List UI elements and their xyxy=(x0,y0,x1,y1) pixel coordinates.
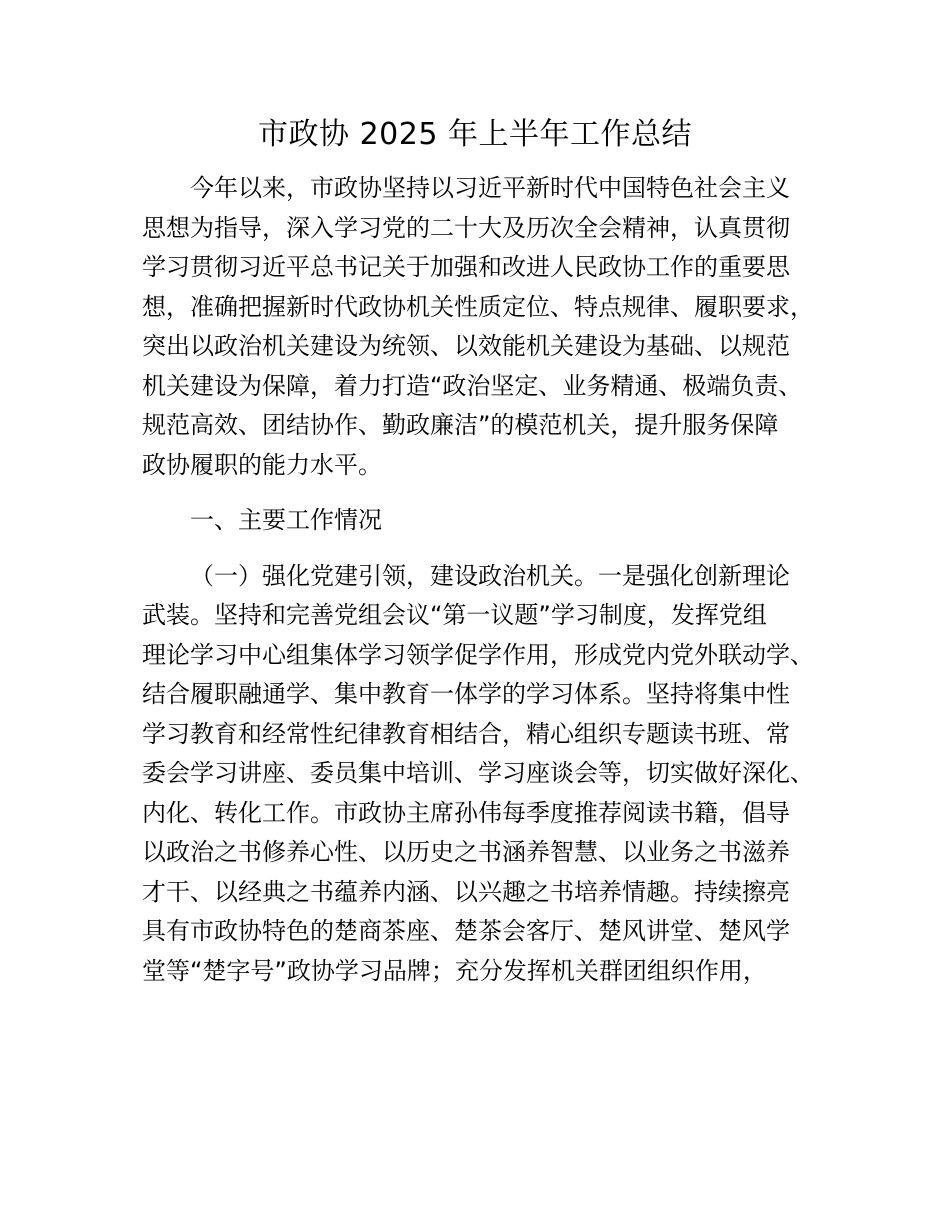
intro-line: 今年以来，市政协坚持以习近平新时代中国特色社会主义 xyxy=(190,174,790,202)
section1-line: 武装。坚持和完善党组会议“第一议题”学习制度，发挥党组 xyxy=(142,601,767,629)
section1-line: 才干、以经典之书蕴养内涵、以兴趣之书培养情趣。持续擦亮 xyxy=(142,877,790,906)
paragraph-gap xyxy=(142,541,842,557)
intro-paragraph xyxy=(142,169,842,485)
document-body xyxy=(142,169,842,991)
intro-line: 思想为指导，深入学习党的二十大及历次全会精神，认真贯彻 xyxy=(142,213,790,242)
section1-paragraph xyxy=(142,557,842,992)
document-title: 市政协 2025 年上半年工作总结 xyxy=(258,117,692,152)
section1-line: 具有市政协特色的楚商茶座、楚茶会客厅、楚风讲堂、楚风学 xyxy=(142,917,790,945)
intro-line: 规范高效、团结协作、勤政廉洁”的模范机关，提升服务保障 xyxy=(142,411,779,439)
section1-line: 内化、转化工作。市政协主席孙伟每季度推荐阅读书籍，倡导 xyxy=(142,798,790,827)
section1-line: 理论学习中心组集体学习领学促学作用，形成党内党外联动学、 xyxy=(142,640,814,669)
section1-line: 学习教育和经常性纪律教育相结合，精心组织专题读书班、常 xyxy=(142,719,790,748)
section1-line: （一）强化党建引领，建设政治机关。一是强化创新理论 xyxy=(190,561,790,590)
intro-line: 学习贯彻习近平总书记关于加强和改进人民政协工作的重要思 xyxy=(142,253,790,281)
section1-line: 委会学习讲座、委员集中培训、学习座谈会等，切实做好深化、 xyxy=(142,759,814,787)
section-heading: 一、主要工作情况 xyxy=(190,506,382,534)
intro-line: 想，准确把握新时代政协机关性质定位、特点规律、履职要求， xyxy=(142,292,814,321)
section1-line: 堂等“楚字号”政协学习品牌；充分发挥机关群团组织作用， xyxy=(142,956,767,985)
section1-line: 以政治之书修养心性、以历史之书涵养智慧、以业务之书滋养 xyxy=(142,838,790,866)
intro-line: 突出以政治机关建设为统领、以效能机关建设为基础、以规范 xyxy=(142,332,790,360)
intro-line: 机关建设为保障，着力打造“政治坚定、业务精通、极端负责、 xyxy=(142,371,803,400)
intro-line: 政协履职的能力水平。 xyxy=(142,450,382,479)
section1-line: 结合履职融通学、集中教育一体学的学习体系。坚持将集中性 xyxy=(142,680,790,708)
